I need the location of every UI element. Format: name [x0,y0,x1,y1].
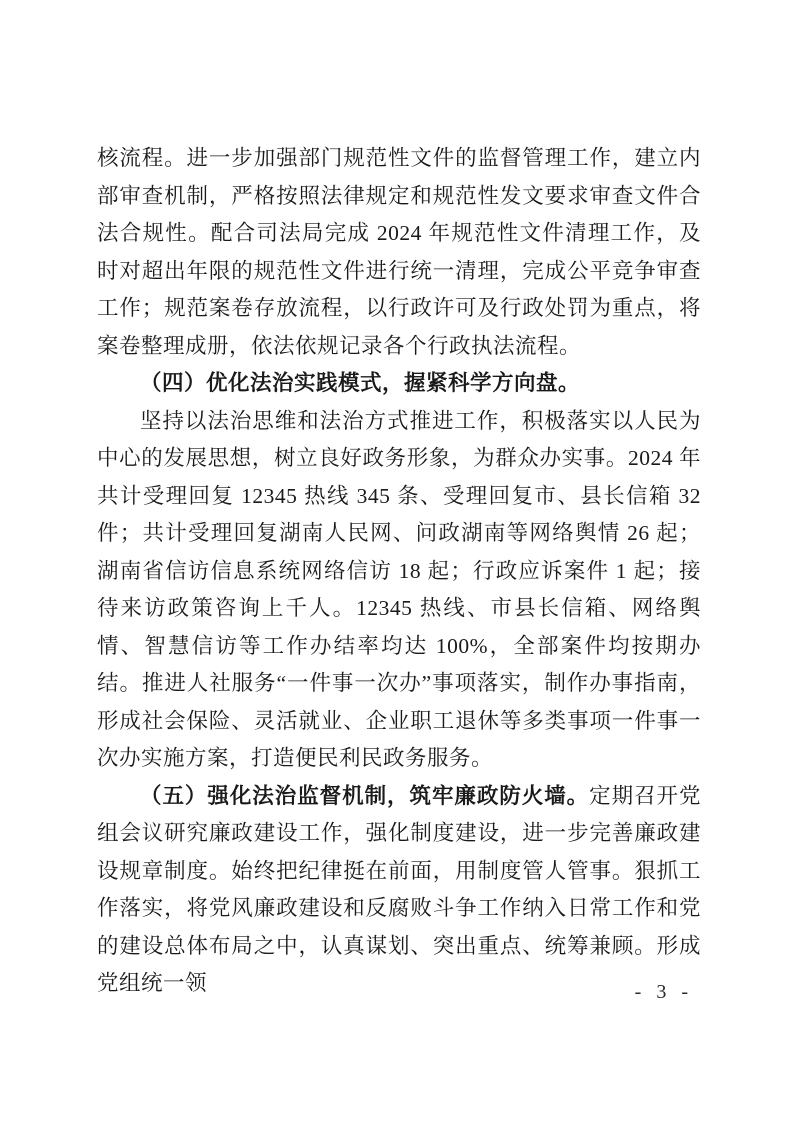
paragraph-section-5-body: 定期召开党组会议研究廉政建设工作，强化制度建设，进一步完善廉政建设规章制度。始终把纪律挺在前面，用制度管人管事。狠抓工作落实，将党风廉政建设和反腐败斗争工作纳入日常工作和党的建设总体布局之中，认真谋划、突出重点、统筹兼顾。形成党组统一领 [97,783,701,995]
paragraph-section-4-body: 坚持以法治思维和法治方式推进工作，积极落实以人民为中心的发展思想，树立良好政务形象，为群众办实事。2024 年共计受理回复 12345 热线 345 条、受理回复市、县长信箱 32 件；共计受理回复湖南人民网、问政湖南等网络舆情 26 起；湖南省信访信息系统网络信访 18 起；行政应诉案件 1 起；接待来访政策咨询上千人。12345 热线、市县长信箱、网络舆情、智慧信访等工作办结率均达 100%，全部案件均按期办结。推进人社服务“一件事一次办”事项落实，制作办事指南，形成社会保险、灵活就业、企业职工退休等多类事项一件事一次办实施方案，打造便民利民政务服务。 [97,408,701,770]
paragraph-continuation: 核流程。进一步加强部门规范性文件的监督管理工作，建立内部审查机制，严格按照法律规定和规范性发文要求审查文件合法合规性。配合司法局完成 2024 年规范性文件清理工作，及时对超出年限的规范性文件进行统一清理，完成公平竞争审查工作；规范案卷存放流程，以行政许可及行政处罚为重点，将案卷整理成册，依法依规记录各个行政执法流程。 [97,146,701,358]
paragraph-section-5 [97,778,701,1003]
page-number: - 3 - [634,981,693,1003]
section-heading-4: （四）优化法治实践模式，握紧科学方向盘。 [140,371,581,395]
section-heading-5: （五）强化法治监督机制，筑牢廉政防火墙。 [140,783,590,808]
document-body [97,140,701,1003]
